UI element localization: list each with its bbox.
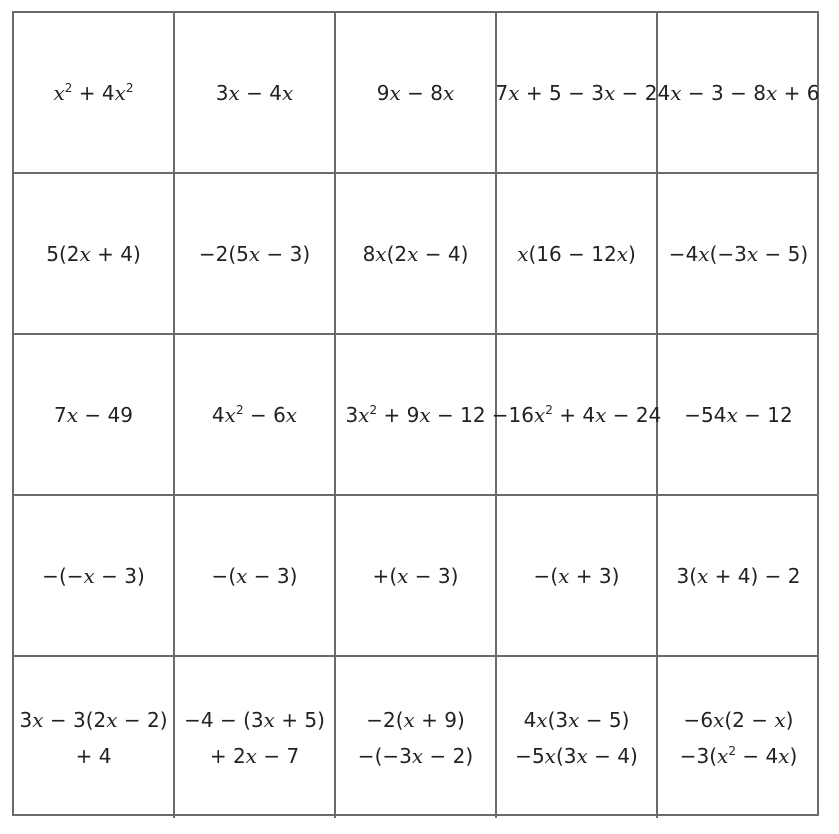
expression-text: 4x(3x − 5)	[523, 707, 630, 732]
expression-card	[497, 13, 658, 174]
expression-card	[658, 496, 819, 657]
expression-text: −6x(2 − x)	[683, 707, 794, 732]
expression-text: $4x^2 - 6x$	[211, 402, 298, 427]
expression-text: 4x − 3 − 8x + 6	[657, 80, 820, 105]
expression-text: 3x − 3(2x − 2)	[19, 707, 168, 732]
expression-card	[14, 335, 175, 496]
expression-card	[658, 13, 819, 174]
expression-card	[336, 657, 497, 818]
expression-text: 8x(2x − 4)	[362, 241, 469, 266]
expression-card	[14, 657, 175, 818]
expression-card	[175, 13, 336, 174]
expression-card	[497, 496, 658, 657]
expression-text: 3x − 4x	[215, 80, 294, 105]
expression-text: 5(2x + 4)	[46, 241, 141, 266]
expression-card	[336, 174, 497, 335]
expression-card	[497, 174, 658, 335]
expression-card	[175, 174, 336, 335]
expression-text: + 4	[75, 743, 112, 768]
expression-card-grid	[12, 11, 819, 816]
expression-text: −5x(3x − 4)	[515, 743, 638, 768]
expression-text: x(16 − 12x)	[517, 241, 636, 266]
expression-text: +(x − 3)	[372, 563, 459, 588]
expression-text: −(x + 3)	[533, 563, 620, 588]
expression-text: $-16x^2 + 4x - 24$	[491, 402, 662, 427]
expression-text: −2(5x − 3)	[198, 241, 311, 266]
expression-text: $3x^2 + 9x - 12$	[345, 402, 486, 427]
expression-card	[14, 174, 175, 335]
expression-text: −4 − (3x + 5)	[184, 707, 325, 732]
expression-text: −2(x + 9)	[366, 707, 465, 732]
expression-card	[175, 657, 336, 818]
expression-card	[658, 335, 819, 496]
expression-text: 7x + 5 − 3x − 2	[495, 80, 658, 105]
expression-card	[175, 496, 336, 657]
expression-text: $x^2 + 4x^2$	[53, 80, 134, 105]
expression-card	[658, 657, 819, 818]
expression-text: 3(x + 4) − 2	[676, 563, 801, 588]
expression-text: $-3(x^2 - 4x)$	[679, 743, 798, 768]
expression-card	[491, 335, 662, 496]
expression-text: −4x(−3x − 5)	[668, 241, 809, 266]
expression-text: −(−3x − 2)	[357, 743, 474, 768]
expression-card	[497, 657, 658, 818]
expression-card	[658, 174, 819, 335]
expression-card	[14, 13, 175, 174]
expression-card	[336, 335, 497, 496]
expression-card	[336, 13, 497, 174]
expression-card	[14, 496, 175, 657]
expression-card	[336, 496, 497, 657]
expression-card	[175, 335, 336, 496]
expression-text: −(x − 3)	[211, 563, 298, 588]
expression-text: 9x − 8x	[376, 80, 455, 105]
expression-text: −54x − 12	[684, 402, 793, 427]
expression-text: 7x − 49	[54, 402, 133, 427]
expression-text: + 2x − 7	[209, 743, 300, 768]
expression-text: −(−x − 3)	[42, 563, 145, 588]
